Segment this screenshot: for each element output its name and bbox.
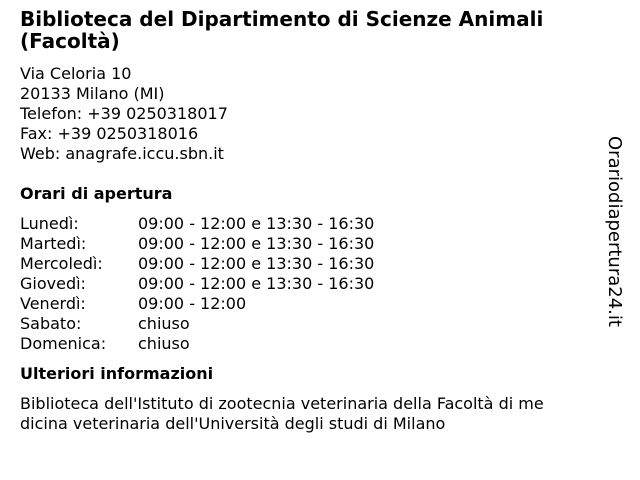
opening-hours-heading: Orari di apertura: [20, 184, 173, 203]
day-hours: chiuso: [138, 334, 190, 353]
city-address: 20133 Milano (MI): [20, 84, 165, 103]
site-watermark: Orariodiapertura24.it: [604, 136, 625, 327]
day-label: Martedì:: [20, 234, 87, 253]
library-info-page: [20, 8, 580, 434]
hours-row-thursday: [20, 274, 580, 294]
website-link[interactable]: Web: anagrafe.iccu.sbn.it: [20, 144, 224, 163]
hours-row-friday: [20, 294, 580, 314]
day-hours: 09:00 - 12:00 e 13:30 - 16:30: [138, 214, 375, 233]
street-address: Via Celoria 10: [20, 64, 132, 83]
hours-row-monday: [20, 214, 580, 234]
day-hours: 09:00 - 12:00 e 13:30 - 16:30: [138, 234, 375, 253]
more-info-text: Biblioteca dell'Istituto di zootecnia veterinaria della Facoltà di medicina veterinaria dell'Università degli studi di Milano: [20, 394, 544, 433]
address-block: [20, 64, 580, 164]
more-info-heading: Ulteriori informazioni: [20, 364, 214, 383]
day-label: Sabato:: [20, 314, 82, 333]
day-label: Domenica:: [20, 334, 107, 353]
day-hours: 09:00 - 12:00 e 13:30 - 16:30: [138, 274, 375, 293]
day-label: Giovedì:: [20, 274, 86, 293]
hours-row-saturday: [20, 314, 580, 334]
fax-number: Fax: +39 0250318016: [20, 124, 199, 143]
day-label: Venerdì:: [20, 294, 86, 313]
hours-row-tuesday: [20, 234, 580, 254]
day-label: Mercoledì:: [20, 254, 103, 273]
hours-row-sunday: [20, 334, 580, 354]
day-hours: 09:00 - 12:00 e 13:30 - 16:30: [138, 254, 375, 273]
page-title: Biblioteca del Dipartimento di Scienze Animali (Facoltà): [20, 7, 544, 53]
day-hours: 09:00 - 12:00: [138, 294, 247, 313]
hours-row-wednesday: [20, 254, 580, 274]
opening-hours-table: [20, 214, 580, 354]
day-label: Lunedì:: [20, 214, 79, 233]
day-hours: chiuso: [138, 314, 190, 333]
phone-number: Telefon: +39 0250318017: [20, 104, 228, 123]
